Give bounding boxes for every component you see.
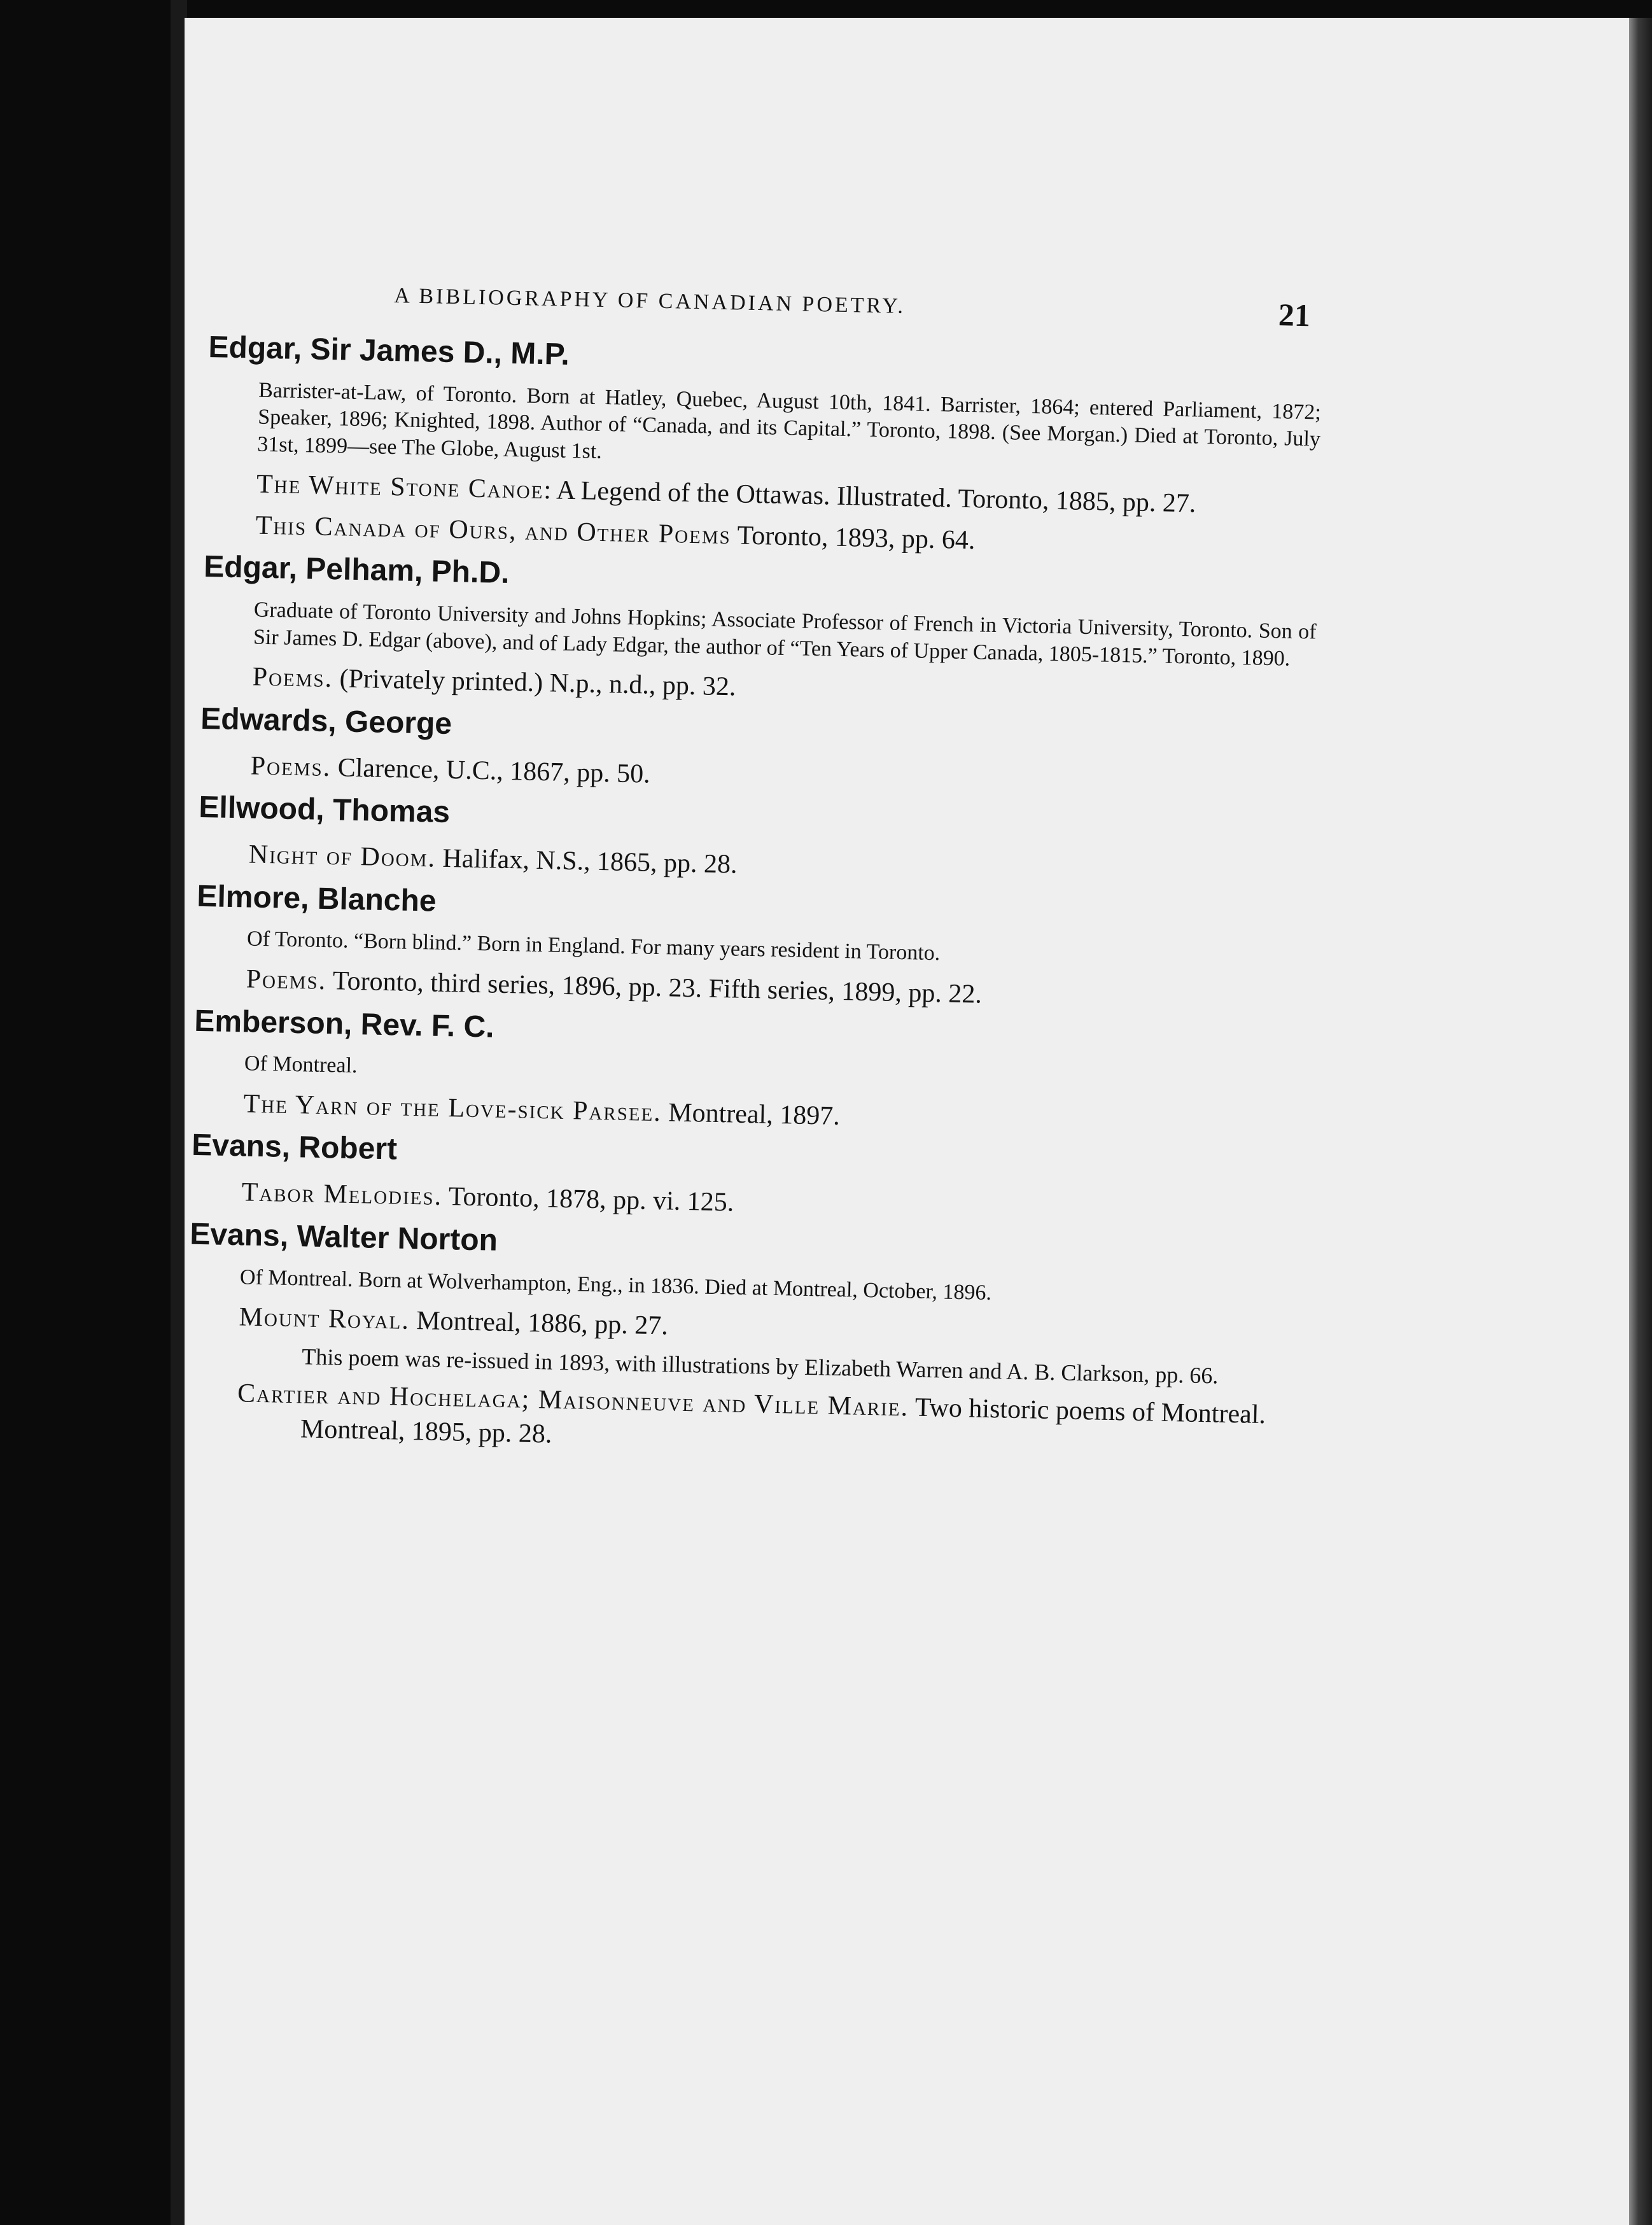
work-title: This Canada of Ours, and Other Poems [255,510,732,551]
author-name: Evans, Robert [191,1128,398,1167]
work-title: Cartier and Hochelaga; Maisonneuve and Ville Marie. [237,1379,909,1422]
work-title: Tabor Melodies. [241,1177,443,1212]
work-title: Poems. [252,662,333,694]
author-name: Evans, Walter Norton [189,1217,498,1258]
author-bio: Of Montreal. [244,1051,358,1078]
work-note: This poem was re-issued in 1893, with illustrations by Elizabeth Warren and A. B. Clarkson, pp. 66. [301,1344,1219,1389]
page-number: 21 [1278,297,1311,333]
author-bio: Of Toronto. “Born blind.” Born in England. For many years resident in Toronto. [246,927,941,965]
author-name: Elmore, Blanche [196,879,437,918]
page-edge [1629,18,1652,2225]
bibliography-entry [199,703,1314,806]
work-details: Toronto, 1893, pp. 64. [731,521,976,556]
work-details: Two historic poems of Montreal. Montreal, 1895, pp. 28. [300,1393,1266,1449]
author-name: Ellwood, Thomas [198,790,451,830]
work-details: (Privately printed.) N.p., n.d., pp. 32. [332,664,736,702]
work-title: Mount Royal. [239,1302,410,1336]
author-name: Emberson, Rev. F. C. [193,1004,495,1044]
work-details: Montreal, 1886, pp. 27. [409,1306,669,1341]
bibliography-entry [195,880,1310,1019]
author-name: Edwards, George [200,701,452,741]
work-details: Toronto, third series, 1896, pp. 23. Fifth series, 1899, pp. 22. [326,966,983,1009]
author-bio: Of Montreal. Born at Wolverhampton, Eng., in 1836. Died at Montreal, October, 1896. [239,1265,992,1305]
work-title: Poems. [250,751,332,782]
work-title: The Yarn of the Love-sick Parsee. [243,1089,662,1127]
author-bio: Barrister-at-Law, of Toronto. Born at Hatley, Quebec, August 10th, 1841. Barrister, 1864; entered Parliament, 1872; Speaker, 1896; Knighted, 1898. Author of “Canada, and its Capital.” Toronto, 1898. (See Morgan.) Died at Toronto, July 31st, 1899—see The Globe, August 1st. [257,378,1322,463]
work-title: The White Stone Canoe [256,469,544,505]
work-title: Night of Doom. [248,839,437,873]
work-details: Toronto, 1878, pp. vi. 125. [442,1182,734,1218]
running-title: A BIBLIOGRAPHY OF CANADIAN POETRY. [393,284,906,318]
work-item [236,1376,1300,1468]
work-details: Clarence, U.C., 1867, pp. 50. [330,752,651,789]
author-name: Edgar, Pelham, Ph.D. [203,550,510,591]
page-content [185,274,1323,1477]
work-details: Halifax, N.S., 1865, pp. 28. [435,843,738,880]
bibliography-entry [197,791,1312,894]
bibliography-entry [185,1218,1303,1468]
bibliography-entry [204,331,1322,565]
work-details: Montreal, 1897. [661,1098,841,1131]
bibliography-entry [201,551,1317,717]
work-details: : A Legend of the Ottawas. Illustrated. Toronto, 1885, pp. 27. [543,475,1196,519]
bibliography-entry [192,1004,1308,1144]
bibliography-entry [190,1129,1305,1232]
author-bio: Graduate of Toronto University and Johns Hopkins; Associate Professor of French in Victoria University, Toronto. Son of Sir James D. Edgar (above), and of Lady Edgar, the author of “Ten Years of Upper Canada, 1805-1815.” Toronto, 1890. [253,598,1317,671]
author-name: Edgar, Sir James D., M.P. [208,330,570,372]
work-title: Poems. [246,964,327,996]
